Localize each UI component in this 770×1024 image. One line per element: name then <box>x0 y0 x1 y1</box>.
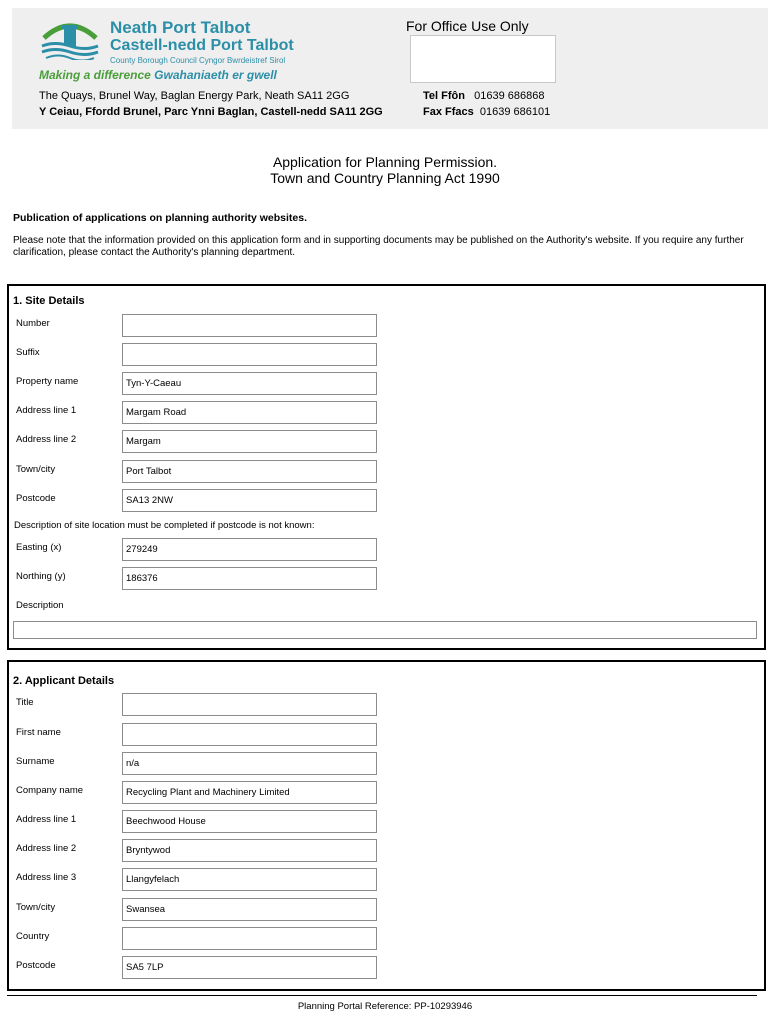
tagline-welsh: Gwahaniaeth er gwell <box>154 68 277 82</box>
postcode-label: Postcode <box>16 493 56 504</box>
property-name-field[interactable]: Tyn-Y-Caeau <box>122 372 377 395</box>
company-name-field[interactable]: Recycling Plant and Machinery Limited <box>122 781 377 804</box>
letterhead <box>12 8 768 129</box>
section-title: 2. Applicant Details <box>13 675 115 687</box>
address-line-1-label: Address line 1 <box>16 814 77 825</box>
location-note: Description of site location must be completed if postcode is not known: <box>14 520 315 531</box>
org-name-welsh: Castell-nedd Port Talbot <box>110 37 294 54</box>
telephone <box>423 90 545 102</box>
country-label: Country <box>16 931 50 942</box>
address-line-1-field[interactable]: Beechwood House <box>122 810 377 833</box>
company-name-label: Company name <box>16 785 84 796</box>
property-name-label: Property name <box>16 376 79 387</box>
address-line-3-label: Address line 3 <box>16 872 77 883</box>
section-title: 1. Site Details <box>13 295 85 307</box>
address-line-2-label: Address line 2 <box>16 843 77 854</box>
title-label: Title <box>16 697 34 708</box>
fax-label: Fax Ffacs <box>423 106 474 118</box>
address-welsh: Y Ceiau, Ffordd Brunel, Parc Ynni Baglan, Castell-nedd SA11 2GG <box>39 106 383 118</box>
easting-field[interactable]: 279249 <box>122 538 377 561</box>
town-label: Town/city <box>16 464 56 475</box>
number-label: Number <box>16 318 50 329</box>
site-details-section <box>7 284 766 650</box>
office-use-box <box>410 35 556 83</box>
first-name-label: First name <box>16 727 61 738</box>
address-line-1-field[interactable]: Margam Road <box>122 401 377 424</box>
form-subtitle: Town and Country Planning Act 1990 <box>270 170 500 186</box>
first-name-field[interactable] <box>122 723 377 746</box>
country-field[interactable] <box>122 927 377 950</box>
northing-label: Northing (y) <box>16 571 66 582</box>
postcode-field[interactable]: SA13 2NW <box>122 489 377 512</box>
suffix-field[interactable] <box>122 343 377 366</box>
description-label: Description <box>16 600 64 611</box>
form-title: Application for Planning Permission. <box>272 154 498 170</box>
number-field[interactable] <box>122 314 377 337</box>
tel-number: 01639 686868 <box>474 90 545 102</box>
applicant-details-section <box>7 660 766 991</box>
address-english: The Quays, Brunel Way, Baglan Energy Park, Neath SA11 2GG <box>39 90 350 102</box>
fax <box>423 106 550 118</box>
northing-field[interactable]: 186376 <box>122 567 377 590</box>
portal-reference: Planning Portal Reference: PP-10293946 <box>297 1001 473 1012</box>
address-line-2-label: Address line 2 <box>16 434 77 445</box>
description-field[interactable] <box>13 621 757 639</box>
address-line-1-label: Address line 1 <box>16 405 77 416</box>
easting-label: Easting (x) <box>16 542 62 553</box>
suffix-label: Suffix <box>16 347 40 358</box>
fax-number: 01639 686101 <box>479 106 551 118</box>
tagline <box>39 68 277 82</box>
town-label: Town/city <box>16 902 56 913</box>
surname-field[interactable]: n/a <box>122 752 377 775</box>
tel-label: Tel Ffôn <box>423 90 465 102</box>
postcode-label: Postcode <box>16 960 56 971</box>
address-line-2-field[interactable]: Bryntywod <box>122 839 377 862</box>
address-line-3-field[interactable]: Llangyfelach <box>122 868 377 891</box>
footer-divider <box>7 995 757 996</box>
address-line-2-field[interactable]: Margam <box>122 430 377 453</box>
org-name-english: Neath Port Talbot <box>110 18 251 37</box>
title-field[interactable] <box>122 693 377 716</box>
tagline-english: Making a difference <box>39 68 151 82</box>
publication-notice: Please note that the information provided on this application form and in supporting documents may be published on the Authority's website. If you require any further clarification, please contact the Authority's planning department. <box>13 235 744 258</box>
org-subtitle: County Borough Council Cyngor Bwrdeistref Sirol <box>110 56 286 65</box>
surname-label: Surname <box>16 756 55 767</box>
office-use-label: For Office Use Only <box>406 18 529 34</box>
council-logo-icon <box>40 16 100 60</box>
town-field[interactable]: Port Talbot <box>122 460 377 483</box>
publication-heading: Publication of applications on planning authority websites. <box>13 212 308 224</box>
town-field[interactable]: Swansea <box>122 898 377 921</box>
postcode-field[interactable]: SA5 7LP <box>122 956 377 979</box>
